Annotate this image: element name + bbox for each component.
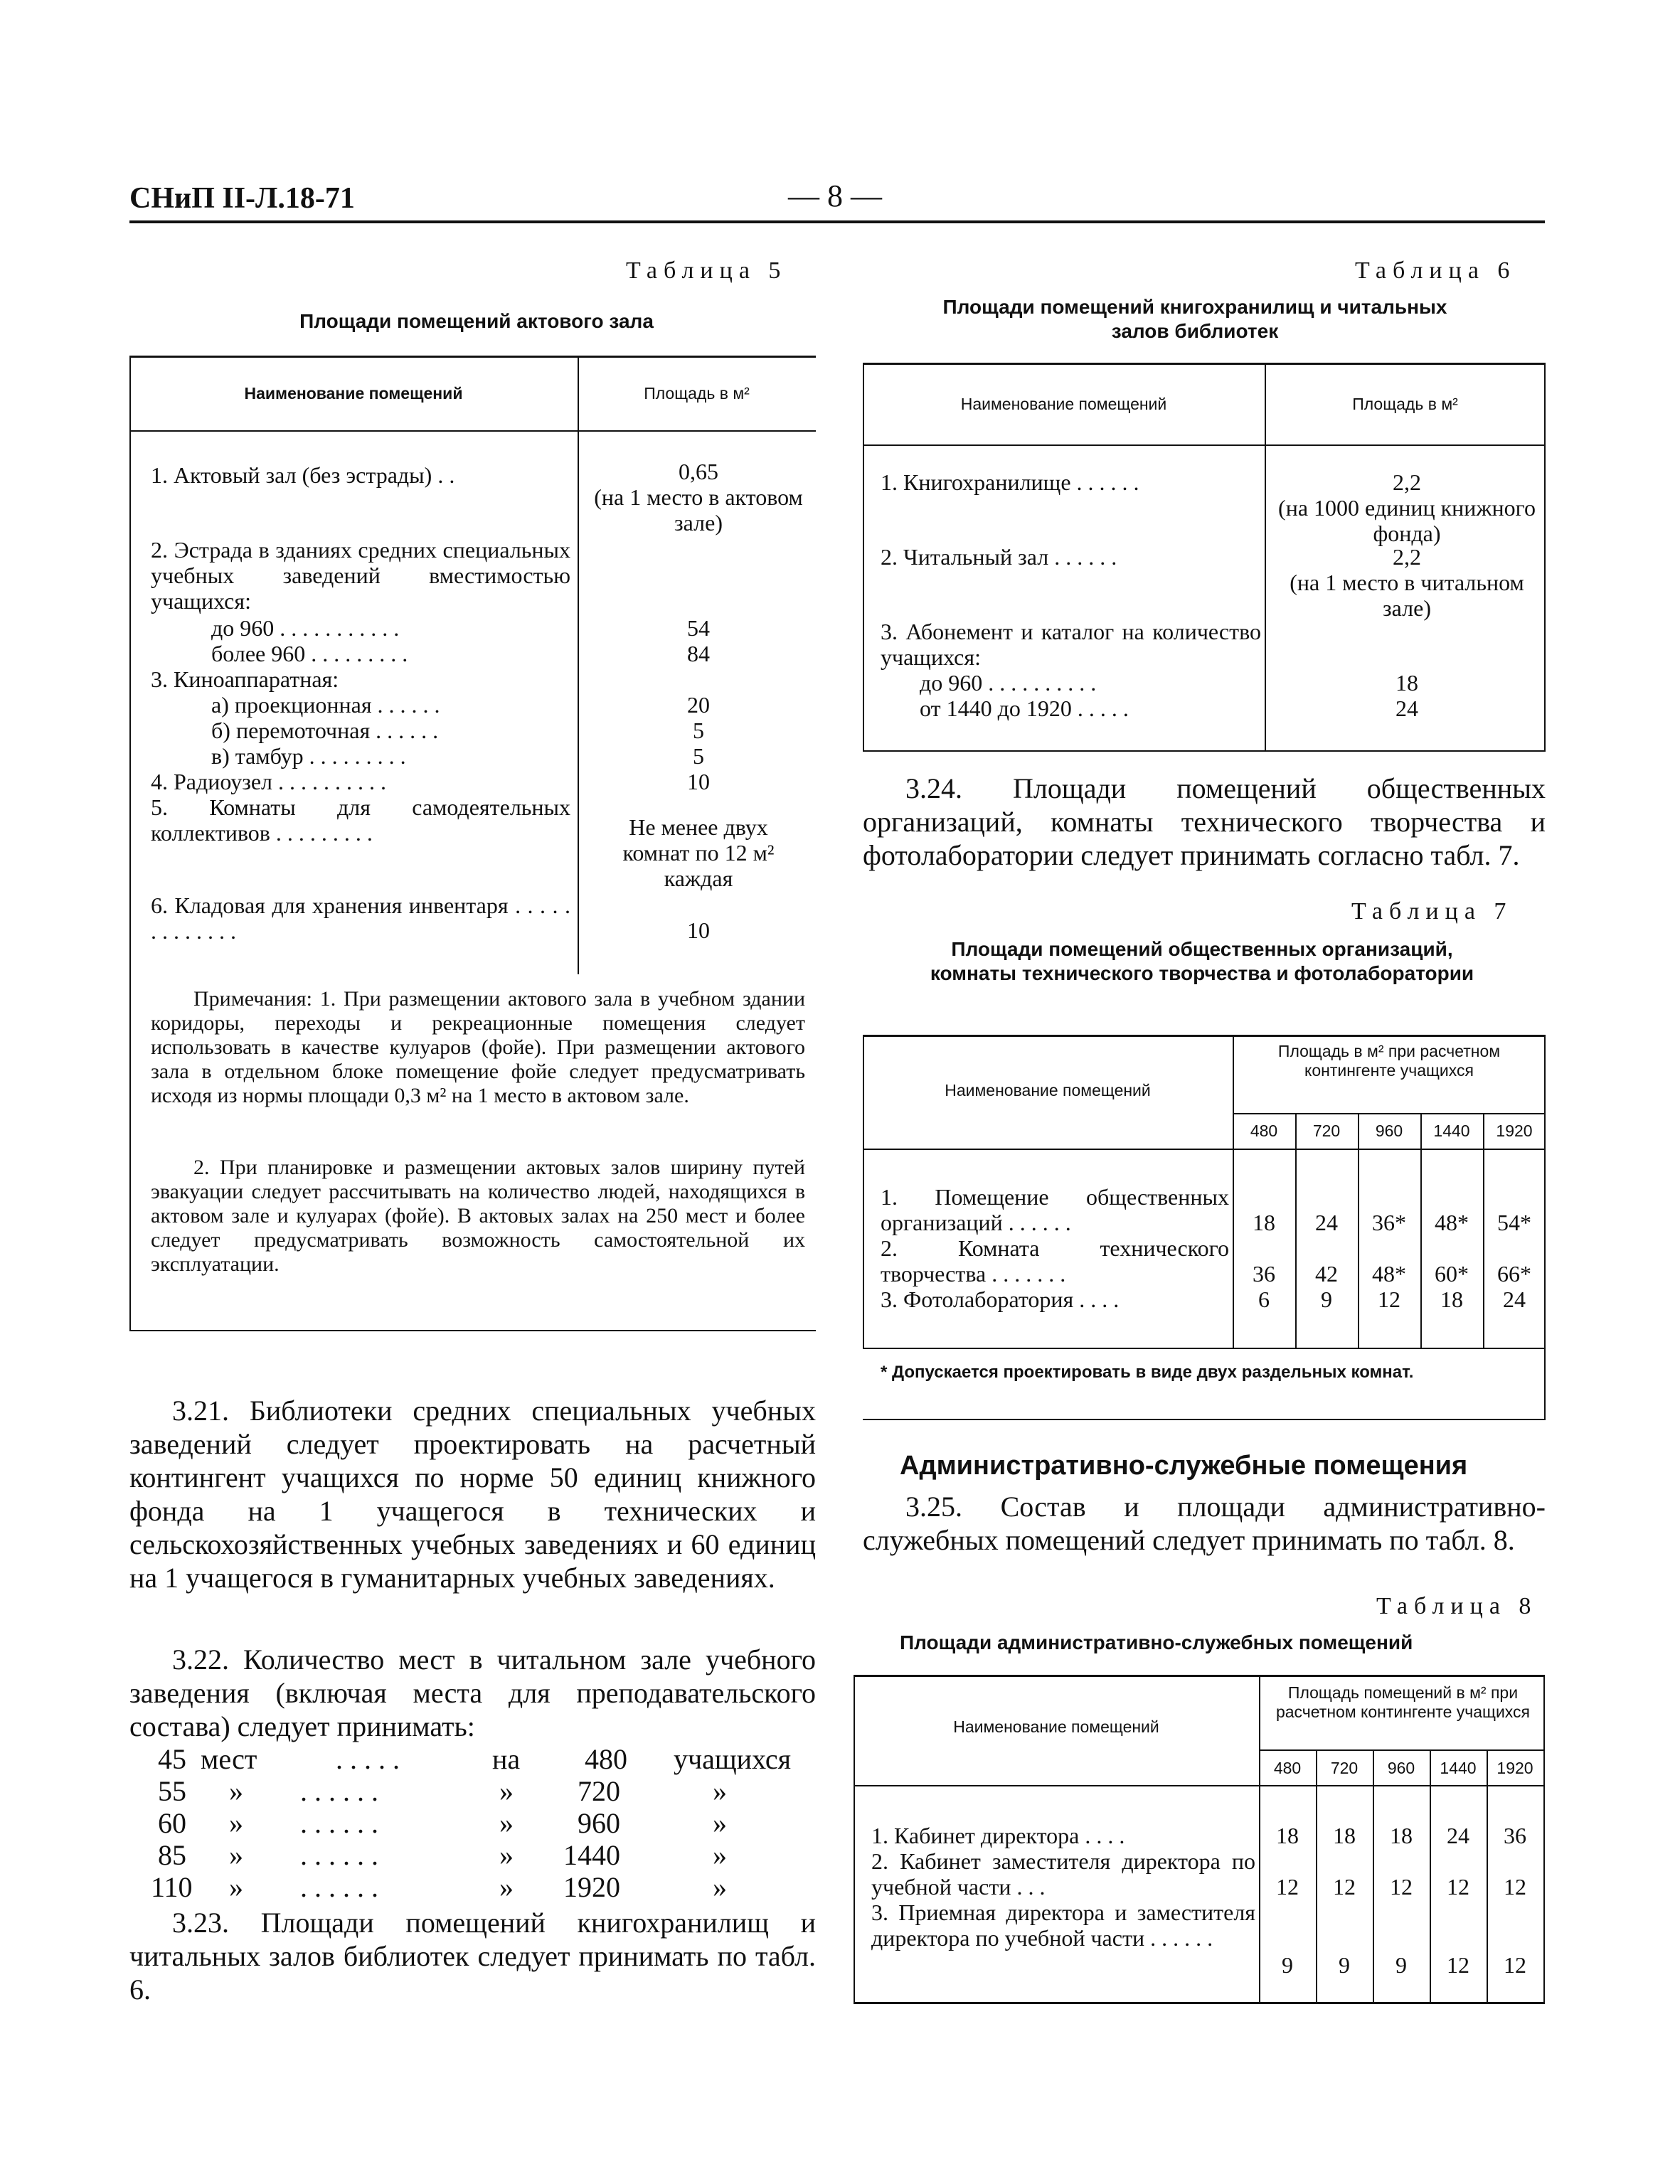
table6-row-name: 2. Читальный зал . . . . . .	[881, 544, 1117, 570]
table5-caption: Таблица 5	[626, 257, 787, 284]
table6-title: Площади помещений книгохранилищ и читальных залов библиотек	[942, 296, 1447, 342]
seats-count: 55	[158, 1775, 186, 1807]
seats-count: 60	[158, 1807, 186, 1839]
table5-row-name: 1. Актовый зал (без эстрады) . .	[151, 462, 455, 488]
paragraph-3-23: 3.23. Площади помещений книгохранилищ и читальных залов библиотек следует принимать по табл. 6.	[129, 1907, 816, 2005]
section-heading-admin: Административно-служебные помещения	[900, 1451, 1468, 1481]
table7	[863, 1035, 1546, 1419]
table7-sub-480: 480	[1250, 1122, 1278, 1140]
table5-note-2: 2. При планировке и размещении актовых залов ширину путей эвакуации следует рассчитывать на количество людей, находящихся в актовом зале и кулуарах (фойе). В актовых залах на 250 мест и более следует предусматривать возможность самостоятельной их эксплуатации.	[151, 1156, 805, 1276]
table8-row-name: 3. Приемная директора и заместителя директора по учебной части . . . . . .	[871, 1900, 1255, 1951]
seats-dots: . . . . . .	[300, 1807, 378, 1839]
table7-row-name: 1. Помещение общественных организаций . . . . . .	[881, 1184, 1229, 1235]
table8-cell: 24	[1447, 1823, 1469, 1848]
seats-row	[129, 1742, 816, 1776]
table7-col-name: Наименование помещений	[945, 1081, 1151, 1099]
seats-dots: . . . . . .	[300, 1839, 378, 1871]
paragraph-3-24: 3.24. Площади помещений общественных организаций, комнаты технического творчества и фотолаборатории следует принимать согласно табл. 7.	[863, 772, 1546, 871]
table5-row-name: б) перемоточная . . . . . .	[211, 718, 439, 743]
table7-footnote: * Допускается проектировать в виде двух раздельных комнат.	[881, 1363, 1414, 1382]
table7-cell: 24	[1315, 1210, 1338, 1235]
seats-row	[129, 1870, 816, 1904]
seats-prep: »	[499, 1871, 514, 1903]
table8-sub-480: 480	[1273, 1759, 1302, 1777]
table8-sub-1440: 1440	[1440, 1759, 1477, 1777]
table5-row-value: 84	[687, 641, 710, 666]
page-number: — 8 —	[788, 179, 882, 213]
table8-cell: 9	[1282, 1952, 1293, 1978]
table6-row-name: от 1440 до 1920 . . . . .	[920, 696, 1129, 721]
table8-cell: 12	[1504, 1874, 1526, 1900]
table8-cell: 18	[1390, 1823, 1413, 1848]
table6-col-name: Наименование помещений	[960, 395, 1167, 413]
seats-row	[129, 1806, 816, 1840]
table6	[863, 363, 1546, 750]
table7-cell: 66*	[1497, 1261, 1531, 1287]
table6-row-value: 24	[1395, 696, 1418, 721]
seats-unit: »	[229, 1775, 243, 1807]
table8-cell: 12	[1447, 1874, 1469, 1900]
table8-cell: 12	[1447, 1952, 1469, 1978]
seats-prep: »	[499, 1839, 514, 1871]
table8-col-name: Наименование помещений	[953, 1717, 1159, 1736]
seats-dots: . . . . .	[336, 1743, 400, 1775]
table7-cell: 36	[1253, 1261, 1275, 1287]
table5-col-name: Наименование помещений	[244, 384, 463, 403]
table7-sub-960: 960	[1375, 1122, 1403, 1140]
paragraph-3-25: 3.25. Состав и площади административно-служебных помещений следует принимать по табл. 8.	[863, 1491, 1546, 1556]
seats-tail: »	[713, 1807, 727, 1839]
seats-unit: »	[229, 1807, 243, 1839]
table8-cell: 18	[1276, 1823, 1299, 1848]
table7-cell: 24	[1503, 1287, 1526, 1312]
table8	[854, 1675, 1545, 2002]
table8-row-name: 1. Кабинет директора . . . .	[871, 1823, 1125, 1848]
table6-row-value: 2,2 (на 1000 единиц книжного фонда)	[1278, 469, 1536, 546]
table7-sub-1920: 1920	[1496, 1122, 1533, 1140]
table6-row-name: 1. Книгохранилище . . . . . .	[881, 469, 1139, 495]
seats-students: 720	[578, 1775, 620, 1807]
seats-dots: . . . . . .	[300, 1871, 378, 1903]
seats-row	[129, 1774, 816, 1808]
table7-cell: 6	[1258, 1287, 1270, 1312]
table5-row-value: 5	[693, 743, 704, 769]
seats-students: 480	[585, 1743, 627, 1775]
table8-row-name: 2. Кабинет заместителя директора по учебной части . . .	[871, 1848, 1255, 1900]
table8-cell: 36	[1504, 1823, 1526, 1848]
table7-row-name: 3. Фотолаборатория . . . .	[881, 1287, 1120, 1312]
seats-tail: »	[713, 1871, 727, 1903]
table7-col-area: Площадь в м² при расчетном контингенте учащихся	[1277, 1042, 1501, 1080]
table5-row-value: 54	[687, 615, 710, 641]
seats-unit: »	[229, 1839, 243, 1871]
table7-cell: 42	[1315, 1261, 1338, 1287]
table7-cell: 12	[1378, 1287, 1400, 1312]
table5-row-value: Не менее двух комнат по 12 м² каждая	[622, 814, 775, 891]
table5-row-name: 3. Киноаппаратная:	[151, 666, 339, 692]
seats-unit: мест	[201, 1743, 257, 1775]
seats-students: 1920	[563, 1871, 620, 1903]
table7-cell: 36*	[1372, 1210, 1406, 1235]
table8-cell: 12	[1390, 1874, 1413, 1900]
table6-col-area: Площадь в м²	[1352, 395, 1458, 413]
table5-row-value: 10	[687, 769, 710, 794]
table8-cell: 9	[1339, 1952, 1350, 1978]
table5-row-name: а) проекционная . . . . . .	[211, 692, 440, 718]
seats-tail: учащихся	[674, 1743, 792, 1775]
table8-sub-1920: 1920	[1496, 1759, 1533, 1777]
seats-count: 85	[158, 1839, 186, 1871]
paragraph-3-22: 3.22. Количество мест в читальном зале учебного заведения (включая места для преподавательского состава) следует принимать:	[129, 1644, 816, 1742]
table5-row-value: 20	[687, 692, 710, 718]
seats-count: 45	[158, 1743, 186, 1775]
seats-dots: . . . . . .	[300, 1775, 378, 1807]
table5-row-name: более 960 . . . . . . . . .	[211, 641, 408, 666]
table7-row-name: 2. Комната технического творчества . . . . . . .	[881, 1235, 1229, 1287]
table6-row-name: 3. Абонемент и каталог на количество учащихся:	[881, 619, 1261, 670]
table5	[129, 356, 816, 1330]
table5-title: Площади помещений актового зала	[299, 310, 654, 332]
table7-cell: 60*	[1435, 1261, 1469, 1287]
table6-caption: Таблица 6	[1355, 257, 1516, 284]
table7-sub-1440: 1440	[1433, 1122, 1470, 1140]
seats-students: 960	[578, 1807, 620, 1839]
table7-title: Площади помещений общественных организаций, комнаты технического творчества и фотолаборатории	[930, 938, 1474, 984]
table8-cell: 18	[1333, 1823, 1356, 1848]
table8-caption: Таблица 8	[1376, 1593, 1538, 1619]
table7-cell: 18	[1253, 1210, 1275, 1235]
seats-prep: на	[492, 1743, 521, 1775]
table7-cell: 54*	[1497, 1210, 1531, 1235]
seats-tail: »	[713, 1839, 727, 1871]
table7-caption: Таблица 7	[1351, 898, 1513, 925]
table5-row-name: в) тамбур . . . . . . . . .	[211, 743, 406, 769]
table5-row-value: 5	[693, 718, 704, 743]
table8-cell: 12	[1504, 1952, 1526, 1978]
table5-row-name: 2. Эстрада в зданиях средних специальных учебных заведений вместимостью учащихся:	[151, 537, 570, 614]
table8-cell: 9	[1395, 1952, 1407, 1978]
paragraph-3-21: 3.21. Библиотеки средних специальных учебных заведений следует проектировать на расчетный контингент учащихся по норме 50 единиц книжного фонда на 1 учащегося в технических и сельскохозяйственных учебных заведениях и 60 единиц на 1 учащегося в гуманитарных учебных заведениях.	[129, 1395, 816, 1594]
table5-row-name: 5. Комнаты для самодеятельных коллективов . . . . . . . . .	[151, 794, 570, 846]
table8-sub-960: 960	[1387, 1759, 1415, 1777]
table7-cell: 9	[1321, 1287, 1332, 1312]
table5-col-area: Площадь в м²	[644, 384, 750, 403]
table8-cell: 12	[1333, 1874, 1356, 1900]
table5-row-name: до 960 . . . . . . . . . . .	[211, 615, 400, 641]
seats-row	[129, 1838, 816, 1872]
table6-row-value: 2,2 (на 1 место в читальном зале)	[1290, 544, 1524, 621]
table6-row-name: до 960 . . . . . . . . . .	[920, 670, 1097, 696]
header-rule	[129, 220, 1545, 223]
seats-prep: »	[499, 1775, 514, 1807]
table6-row-value: 18	[1395, 670, 1418, 696]
seats-tail: »	[713, 1775, 727, 1807]
table7-cell: 48*	[1372, 1261, 1406, 1287]
table5-note-1: Примечания: 1. При размещении актового зала в учебном здании коридоры, переходы и рекреационные помещения следует использовать в качестве кулуаров (фойе). При размещении актового зала в отдельном блоке помещение фойе следует предусматривать исходя из нормы площади 0,3 м² на 1 место в актовом зале.	[151, 987, 805, 1107]
seats-unit: »	[229, 1871, 243, 1903]
seats-count: 110	[151, 1871, 193, 1903]
seats-students: 1440	[563, 1839, 620, 1871]
table7-cell: 18	[1440, 1287, 1463, 1312]
table7-sub-720: 720	[1312, 1122, 1341, 1140]
table7-cell: 48*	[1435, 1210, 1469, 1235]
document-code: СНиП II-Л.18-71	[129, 182, 355, 215]
table8-col-area: Площадь помещений в м² при расчетном контингенте учащихся	[1275, 1683, 1531, 1721]
table5-row-name: 4. Радиоузел . . . . . . . . . .	[151, 769, 386, 794]
table5-row-name: 6. Кладовая для хранения инвентаря . . . . . . . . . . . . .	[151, 893, 570, 944]
table5-row-value: 0,65 (на 1 место в актовом зале)	[594, 459, 803, 536]
table8-sub-720: 720	[1330, 1759, 1359, 1777]
table8-cell: 12	[1276, 1874, 1299, 1900]
table8-title: Площади административно-служебных помещений	[900, 1631, 1413, 1653]
table5-row-value: 10	[687, 917, 710, 943]
seats-prep: »	[499, 1807, 514, 1839]
